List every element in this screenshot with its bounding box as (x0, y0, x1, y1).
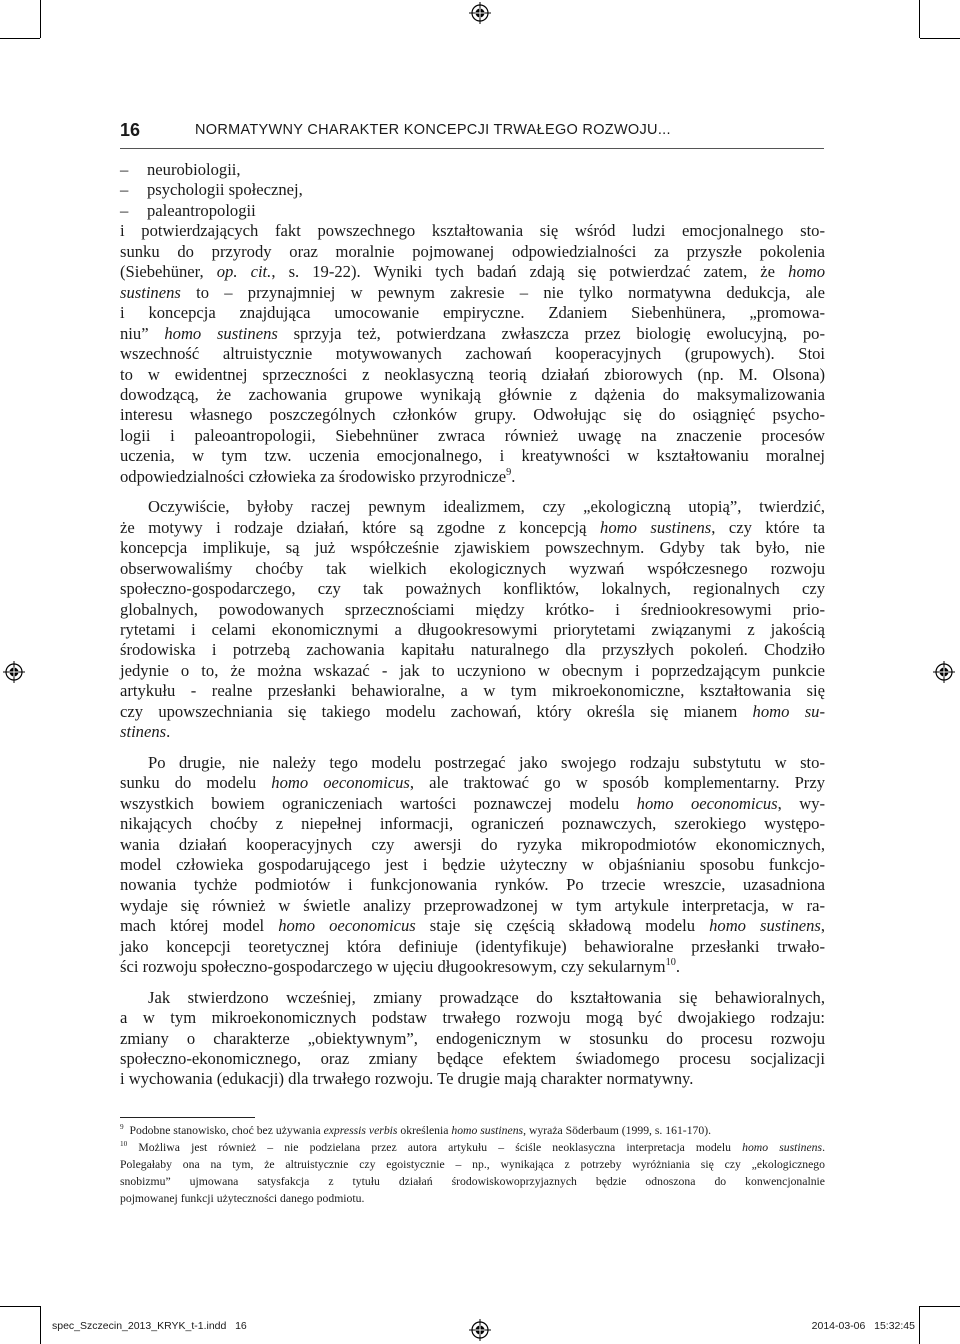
text-line: artykułu - realne przesłanki behawioralne, a w tym mikroekonomiczne, kształtowania się (120, 681, 825, 701)
text-line: dowodzącą, że zachowania grupowe wynikają głównie z dążenia do maksymalizowania (120, 384, 825, 404)
text-line: jedynie o to, że można wskazać - jak to uczyniono w obecnym i poprzedzającym punkcie (120, 660, 825, 680)
dash-list (120, 160, 825, 221)
text-line: i potwierdzających fakt powszechnego kształtowania się wśród ludzi emocjonalnego sto- (120, 221, 825, 241)
text-line: odpowiedzialności człowieka za środowisko przyrodnicze$^9$. (120, 466, 516, 486)
list-item: – neurobiologii, (120, 160, 241, 179)
main-text (120, 160, 825, 1090)
text-line: rytetami i celami ekonomicznymi a długookresowymi priorytetami związanymi z jakością (120, 619, 825, 639)
text-line: obserwowaliśmy choćby tak wielkich ekologicznych wyzwań współczesnego rozwoju (120, 558, 825, 578)
text-line: i wychowania (edukacji) dla trwałego rozwoju. Te drugie mają charakter normatywny. (120, 1069, 694, 1089)
text-line: interesu własnego poszczególnych członków grupy. Odwołując się do osiągnięć psycho- (120, 405, 825, 425)
text-line: logii i paleoantropologii, Siebehnüner zwraca również uwagę na znaczenie procesów (120, 425, 825, 445)
slug-datetime: 2014-03-06 15:32:45 (811, 1320, 915, 1332)
text-line: wania działań kooperacyjnych czy awersji do ryzyka mikropodmiotów ekonomicznych, (120, 834, 825, 854)
text-line: nowania tychże podmiotów i funkcjonowania rynków. Po trzecie wreszcie, uzasadniona (120, 875, 825, 895)
footnote-line: snobizmu” ujmowana satysfakcja z tytułu działań środowiskowoprzyjaznych będzie odnoszona do konwencjonalnie (120, 1175, 825, 1189)
footnote-text: Podobne stanowisko, choć bez używania expressis verbis określenia homo sustinens, wyraża Söderbaum (1999, s. 161-170). (129, 1124, 712, 1137)
crop-mark-top-right-h (920, 38, 960, 39)
footnote-line: pojmowanej funkcji użyteczności danego podmiotu. (120, 1192, 365, 1206)
text-line: Oczywiście, byłoby raczej pewnym idealizmem, czy „ekologiczną utopią”, twierdzić, (148, 497, 825, 517)
text-line: ści rozwoju społeczno-gospodarczego w ujęciu długookresowym, czy sekularnym$^{10}$. (120, 957, 681, 977)
crop-mark-top-right-v (919, 0, 920, 38)
footnote-ref: 9 (506, 466, 512, 478)
text-line: mach której model homo oeconomicus staje się częścią składową modelu homo sustinens, (120, 916, 826, 936)
text-line: społeczno-ekonomicznego, oraz zmiany będące efektem świadomego procesu socjalizacji (120, 1049, 825, 1069)
text-line: wszystkich bowiem ograniczeniach wartości poznawczej modelu homo oeconomicus, wy- (120, 793, 826, 813)
footnote: $^9$ Podobne stanowisko, choć bez używania expressis verbis określenia homo sustinens, wyraża Söderbaum (1999, s. 161-170). (120, 1122, 712, 1137)
text-line: środowiska i potrzebą zachowania kapitału naturalnego dla przyszłych pokoleń. Chodziło (120, 640, 825, 660)
text-line: że motywy i rodzaje działań, które są zgodne z koncepcją homo sustinens, czy które ta (120, 517, 825, 537)
text-line: sunku do przyrody oraz moralnie pojmowanej odpowiedzialności za przyszłe pokolenia (120, 241, 825, 261)
text-line: i koncepcja znajdująca umocowanie empiryczne. Zdaniem Siebenhünera, „promowa- (120, 303, 825, 323)
text-line: niu” homo sustinens sprzyja też, potwierdzana zwłaszcza przez biologię ewolucyjną, po- (120, 323, 825, 343)
text-line: nikających choćby z niepełnej informacji, ograniczeń poznawczych, szerokiego występo- (120, 814, 825, 834)
text-line: to w ewidentnej sprzeczności z neoklasyczną teorią działań zbiorowych (np. M. Olsona) (120, 364, 825, 384)
slug-filename: spec_Szczecin_2013_KRYK_t-1.indd 16 (52, 1320, 247, 1332)
paragraph (120, 753, 825, 978)
text-line: uczenia, w tym tzw. uczenia emocjonalnego, i kreatywności w kształtowaniu moralnej (120, 446, 825, 466)
footnote-separator (120, 1117, 255, 1118)
text-line: wydaje się również w świetle analizy przeprowadzonej w tym artykule interpretacja, w ra- (120, 895, 825, 915)
list-item: – paleantropologii (120, 200, 256, 220)
running-title: NORMATYWNY CHARAKTER KONCEPCJI TRWAŁEGO ROZWOJU... (195, 122, 671, 138)
registration-mark-icon (469, 1319, 491, 1341)
text-line: czy upowszechniania się takiego modelu zachowań, który określa się mianem homo su- (120, 701, 825, 721)
footnote (120, 1139, 825, 1207)
text-line: zmiany o charakterze „obiektywnym”, endogenicznym w stosunku do procesu rozwoju (120, 1028, 825, 1048)
crop-mark-top-left-v (40, 0, 41, 38)
registration-mark-icon (3, 661, 25, 683)
crop-mark-top-left-h (0, 38, 40, 39)
text-line: sunku do modelu homo oeconomicus, ale traktować go w sposób komplementarny. Przy (120, 773, 825, 793)
crop-mark-bottom-right-v (919, 1306, 920, 1344)
text-line: jako koncepcji teoretycznej która definiuje (identyfikuje) behawioralne przesłanki trwało- (120, 936, 825, 956)
crop-mark-bottom-left-h (0, 1306, 40, 1307)
text-line: (Siebehüner, op. cit., s. 19-22). Wyniki tych badań zdają się potwierdzać zatem, że homo (120, 262, 826, 282)
paragraph (120, 497, 825, 742)
paragraph (120, 988, 825, 1090)
running-header (120, 118, 824, 149)
list-item: – psychologii społecznej, (120, 180, 303, 200)
crop-mark-bottom-left-v (40, 1306, 41, 1344)
text-line: model człowieka gospodarującego jest i będzie użyteczny w objaśnianiu sposobu funkcjo- (120, 854, 825, 874)
text-line: stinens. (120, 722, 171, 742)
crop-mark-bottom-right-h (920, 1306, 960, 1307)
text-line: wszechność altruistycznie motywowanych zachowań kooperacyjnych (grupowych). Stoi (120, 344, 825, 364)
text-line: koncepcja implikuje, są już współcześnie zjawiskiem powszechnym. Gdyby tak było, nie (120, 538, 825, 558)
footnote-line: $^{10}$ Możliwa jest również – nie podzielana przez autora artykułu – ściśle neoklasyczna interpretacja modelu homo sustinens. (120, 1139, 825, 1155)
page-number: 16 (120, 120, 141, 140)
footnote-ref: 10 (665, 957, 676, 969)
text-line: Jak stwierdzono wcześniej, zmiany prowadzące do kształtowania się behawioralnych, (148, 987, 825, 1007)
paragraph (120, 221, 825, 487)
footnotes (120, 1122, 825, 1207)
text-line: globalnych, powodowanych sprzecznościami między krótko- i średniookresowymi prio- (120, 599, 825, 619)
text-line: Po drugie, nie należy tego modelu postrzegać jako swojego rodzaju substytutu w sto- (148, 752, 825, 772)
registration-mark-icon (469, 2, 491, 24)
footnote-line: Polegałaby ona na tym, że altruistycznie czy egoistycznie – np., wynikająca z potrzeby wyróżniania się czy „ekologicznego (120, 1158, 825, 1172)
text-line: a w tym mikroekonomicznych podstaw trwałego rozwoju mogą być dwojakiego rodzaju: (120, 1008, 825, 1028)
text-line: sustinens to – przynajmniej w pewnym zakresie – nie tylko normatywna dedukcja, ale (120, 282, 825, 302)
text-line: społeczno-gospodarczego, czy tak poważnych konfliktów, lokalnych, regionalnych czy (120, 579, 825, 599)
registration-mark-icon (933, 661, 955, 683)
